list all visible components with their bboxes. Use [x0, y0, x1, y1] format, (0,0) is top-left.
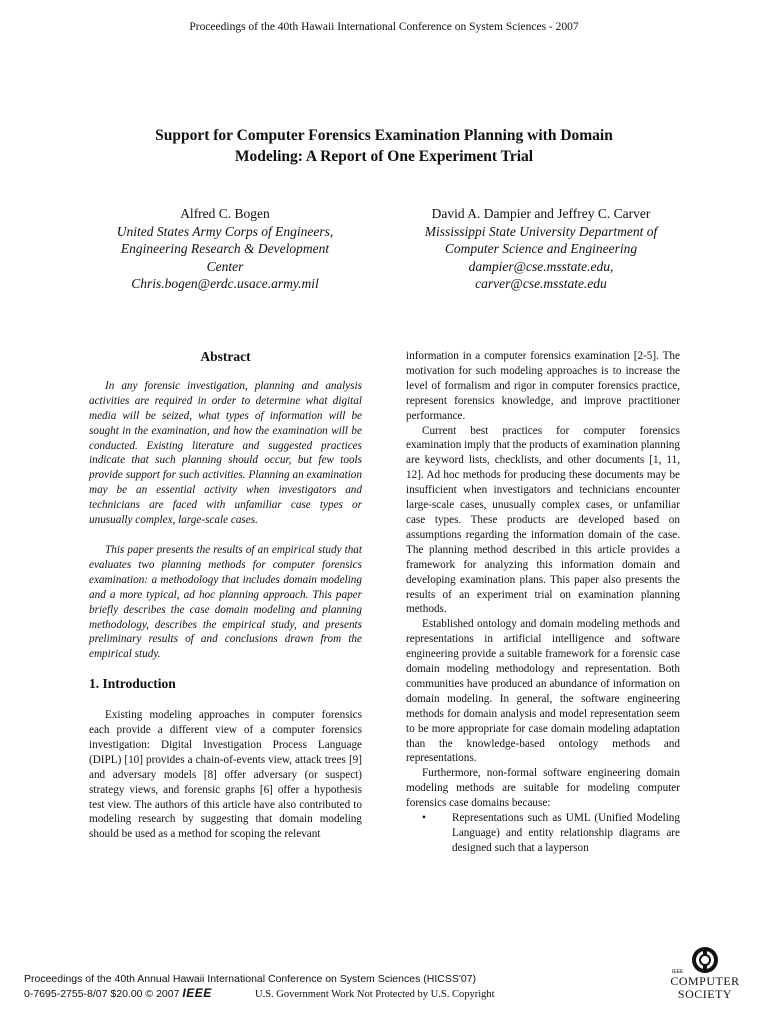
author-affiliation: Computer Science and Engineering	[444, 241, 638, 256]
author-name: David A. Dampier and Jeffrey C. Carver	[431, 206, 651, 221]
abstract-heading: Abstract	[200, 349, 251, 364]
body-paragraph: information in a computer forensics examination [2-5]. The motivation for such modeling approaches is to increase the level of formalism and rigor in computer forensics practice, represent forensics knowledge, and improve practitioner performance.	[406, 350, 680, 422]
abstract-paragraph: This paper presents the results of an empirical study that evaluates two planning methods for computer forensics examination: a methodology that includes domain modeling and a more typical, ad hoc planning approach. This paper briefly describes the case domain modeling and planning methodology, describes the empirical study, and presents preliminary results of and conclusions drawn from the empirical study.	[89, 543, 362, 661]
author-affiliation: Engineering Research & Development	[120, 241, 330, 256]
paper-title	[90, 125, 678, 167]
left-column	[89, 350, 362, 842]
ieee-logo-text: IEEE	[182, 986, 212, 1000]
bullet-mark: •	[422, 812, 426, 825]
logo-ieee-text: IEEE	[672, 969, 684, 975]
title-line-1: Support for Computer Forensics Examination Planning with Domain	[155, 127, 613, 144]
body-paragraph: Furthermore, non-formal software engineering domain modeling methods are suitable for modeling computer forensics case domains because:	[406, 767, 680, 810]
bullet-item	[406, 811, 680, 856]
computer-society-emblem-icon	[690, 945, 720, 975]
footer-line-1: Proceedings of the 40th Annual Hawaii International Conference on System Sciences (HICSS'07)	[24, 973, 477, 985]
computer-society-logo	[662, 945, 748, 1001]
author-name: Alfred C. Bogen	[180, 206, 270, 221]
footer-copyright: U.S. Government Work Not Protected by U.S. Copyright	[255, 989, 495, 1000]
body-paragraph: Existing modeling approaches in computer forensics each provide a different view of a computer forensics investigation: Digital Investigation Process Language (DIPL) [10] provides a chain-of-events view, attack trees [9] and adversary models [8] offer adversary (or suspect) strategy views, and forensic graphs [6] offer a hypothesis test view. The authors of this article have also contributed to modeling research by suggesting that domain modeling should be used as a method for scoping the relevant	[89, 709, 362, 841]
section-heading-introduction: 1. Introduction	[89, 676, 176, 692]
author-email: carver@cse.msstate.edu	[475, 276, 607, 291]
running-head: Proceedings of the 40th Hawaii International Conference on System Sciences - 2007	[189, 21, 579, 33]
author-email: dampier@cse.msstate.edu,	[468, 258, 614, 274]
footer-isbn: 0-7695-2755-8/07 $20.00 © 2007	[24, 988, 180, 1000]
body-paragraph: Current best practices for computer forensics examination imply that the products of examination planning are keyword lists, checklists, and other documents [1, 11, 12]. Ad hoc methods for producing these documents may be insufficient when investigators and technicians encounter large-scale cases, unusually complex cases, or unfamiliar case types. These products are developed based on assumptions regarding the information domain of the case. The planning method described in this article provides a framework for analyzing this information domain and developing examination plans. This paper also presents the results of an experiment trial on examination planning methods.	[406, 424, 680, 616]
author-affiliation: Mississippi State University Department of	[424, 223, 658, 239]
author-block-right	[400, 205, 682, 293]
author-affiliation: Center	[206, 258, 244, 274]
author-block-left	[90, 205, 360, 293]
title-line-2: Modeling: A Report of One Experiment Trial	[234, 148, 534, 165]
bullet-text: Representations such as UML (Unified Modeling Language) and entity relationship diagrams are designed such that a layperson	[452, 812, 680, 854]
right-column	[406, 349, 680, 856]
body-paragraph: Established ontology and domain modeling methods and representations in artificial intelligence and software engineering provide a suitable framework for a forensic case domain modeling methodology and representation. Both communities have produced an abundance of information on domain modeling. In general, the software engineering methods for domain analysis and model representation seem to be more appropriate for case domain modeling adaptation than the knowledge-based ontology methods and representations.	[406, 618, 680, 765]
author-affiliation: United States Army Corps of Engineers,	[116, 223, 334, 239]
logo-line-1: COMPUTER	[670, 974, 740, 988]
abstract-paragraph: In any forensic investigation, planning and analysis activities are required in order to determine what digital media will be seized, what types of information will be sought in the examination, and how the examination will be conducted. Existing literature and suggested practices indicate that such planning should occur, but few tools provide support for such activities. Planning an examination may be an essential activity when investigators and technicians are faced with unfamiliar case types or unusually complex, large-scale cases.	[89, 379, 362, 527]
logo-line-2: SOCIETY	[677, 987, 733, 1001]
author-email: Chris.bogen@erdc.usace.army.mil	[131, 276, 319, 291]
